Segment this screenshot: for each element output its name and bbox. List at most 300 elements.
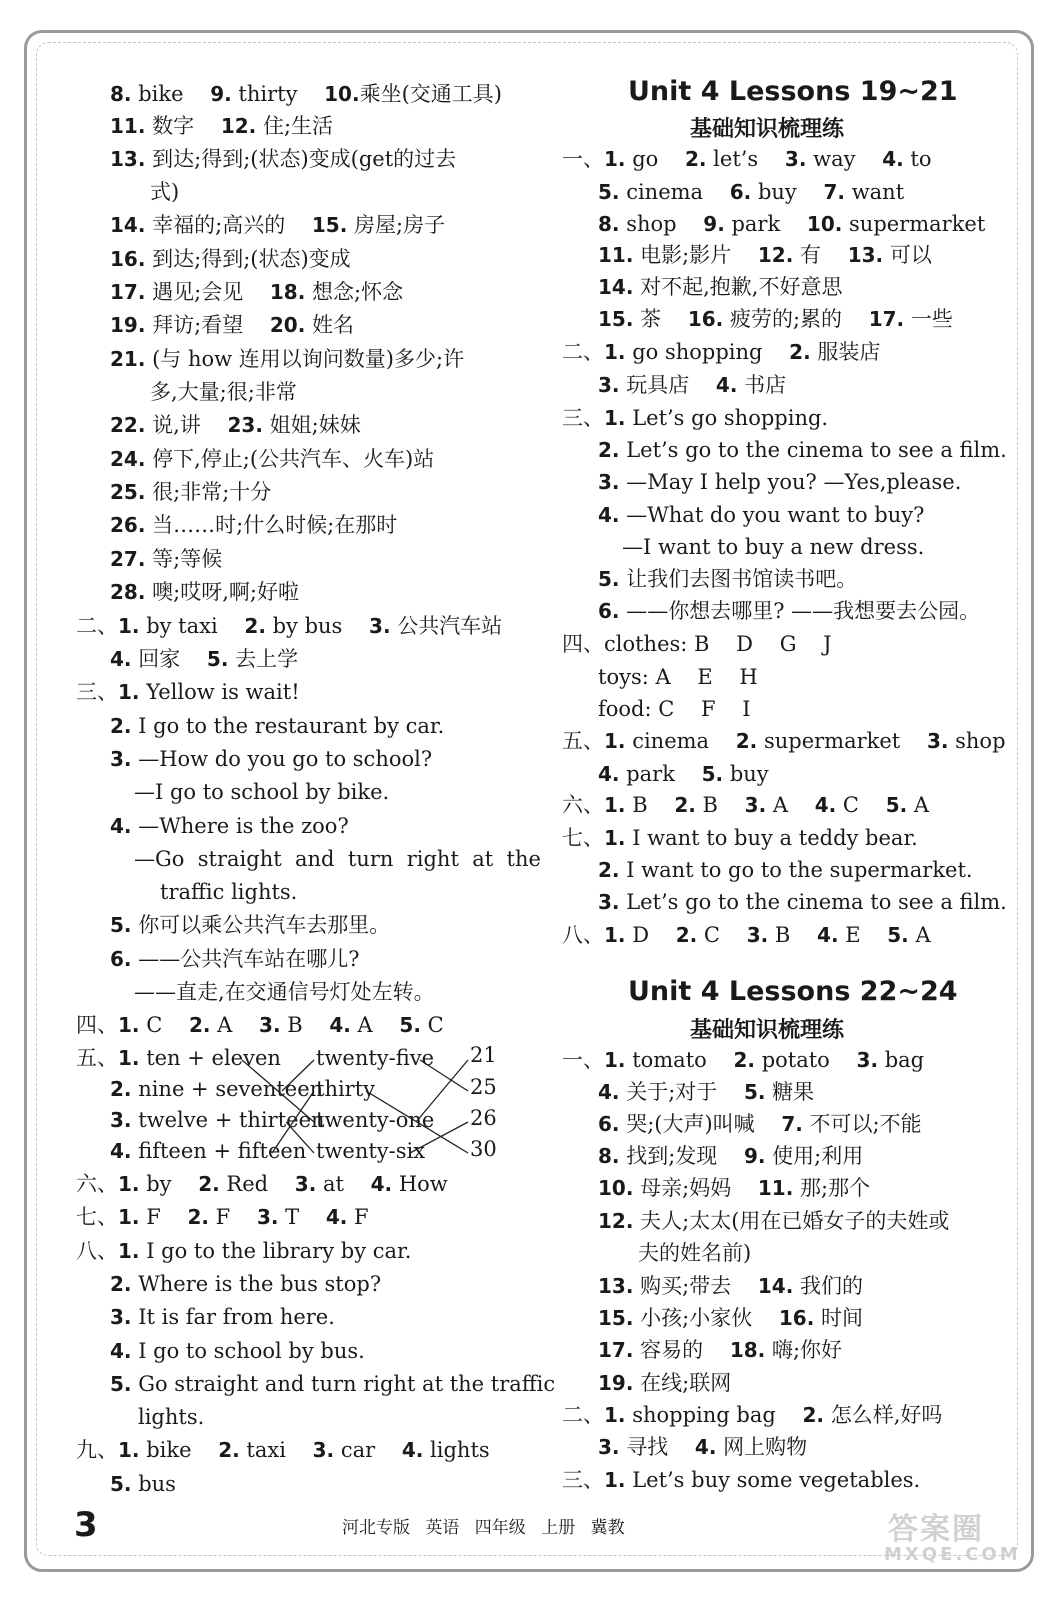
answer-text: 玩具店 <box>619 373 716 397</box>
item-number: 2. <box>110 714 132 738</box>
item-number: 3. <box>598 373 620 397</box>
item-number: 23. <box>227 413 263 437</box>
answer-text: I go to the restaurant by car. <box>131 714 445 738</box>
answer-text: 三、 <box>76 680 118 704</box>
answer-text: cinema <box>625 729 736 753</box>
answer-text: Where is the bus stop? <box>131 1272 382 1296</box>
item-number: 6. <box>598 1112 620 1136</box>
item-number: 17. <box>868 307 905 331</box>
item-number: 11. <box>598 243 634 267</box>
answer-text: Let’s go shopping. <box>625 406 829 430</box>
item-number: 9. <box>703 212 725 236</box>
item-number: 1. <box>118 1046 140 1070</box>
item-number: 4. <box>814 793 837 817</box>
answer-text: 寻找 <box>619 1435 695 1459</box>
answer-text: 书店 <box>737 373 787 397</box>
answer-text: 不可以;不能 <box>802 1112 922 1136</box>
answer-text: by bus <box>265 614 370 638</box>
item-number: 4. <box>110 647 132 671</box>
answer-text: C <box>836 793 886 817</box>
answer-text: 回家 <box>131 647 207 671</box>
item-number: 16. <box>110 247 146 271</box>
item-number: 3. <box>259 1013 281 1037</box>
answer-text: 关于;对于 <box>619 1080 744 1104</box>
answer-text: —Go straight and turn right at the <box>134 847 541 871</box>
answer-line <box>598 567 857 591</box>
item-number: 4. <box>401 1438 424 1462</box>
item-number: 2. <box>735 729 758 753</box>
item-number: 5. <box>598 180 620 204</box>
answer-text: 六、 <box>76 1172 118 1196</box>
answer-text: 嗨;你好 <box>765 1338 843 1362</box>
answer-text: 茶 <box>633 307 688 331</box>
answer-text: 时间 <box>814 1306 864 1330</box>
answer-text: car <box>334 1438 402 1462</box>
answer-text: 那;那个 <box>793 1176 871 1200</box>
item-number: 2. <box>802 1403 825 1427</box>
answer-text: food: C F I <box>598 697 751 721</box>
match-word: twenty-five <box>316 1046 435 1070</box>
answer-text: shop <box>948 729 1006 753</box>
item-number: 5. <box>110 913 132 937</box>
answer-line <box>598 243 932 267</box>
answer-text: 等;等候 <box>145 547 223 571</box>
answer-text: 停下,停止;(公共汽车、火车)站 <box>145 447 435 471</box>
answer-text: Let’s go to the cinema to see a film. <box>619 438 1007 462</box>
answer-text: 二、 <box>562 340 604 364</box>
item-number: 3. <box>598 1435 620 1459</box>
answer-text: ——你想去哪里? ——我想要去公园。 <box>619 599 981 623</box>
item-number: 15. <box>598 1306 634 1330</box>
item-number: 20. <box>269 313 306 337</box>
answer-line <box>598 890 1007 914</box>
item-number: 3. <box>369 614 391 638</box>
item-number: 1. <box>118 1013 140 1037</box>
item-number: 2. <box>188 1013 211 1037</box>
answer-text: 母亲;妈妈 <box>633 1176 758 1200</box>
watermark-logo <box>878 1504 1028 1574</box>
answer-text: (与 how 连用以询问数量)多少;许 <box>145 347 465 371</box>
answer-text: B <box>768 923 818 947</box>
item-number: 4. <box>598 1080 620 1104</box>
answer-text: go shopping <box>625 340 790 364</box>
item-number: 11. <box>110 114 146 138</box>
item-number: 10. <box>598 1176 634 1200</box>
item-number: 8. <box>598 212 620 236</box>
item-number: 12. <box>220 114 257 138</box>
answer-text: B <box>625 793 675 817</box>
item-number: 18. <box>269 280 306 304</box>
item-number: 5. <box>206 647 229 671</box>
match-word: twenty-six <box>316 1139 426 1163</box>
item-number: 3. <box>746 923 769 947</box>
answer-line <box>598 599 980 623</box>
answer-text: 你可以乘公共汽车去那里。 <box>131 913 391 937</box>
answer-text: 找到;发现 <box>619 1144 744 1168</box>
answer-text: 在线;联网 <box>633 1371 732 1395</box>
answer-text: —How do you go to school? <box>131 747 433 771</box>
answer-text: 乘坐(交通工具) <box>359 82 502 106</box>
answer-text: potato <box>755 1048 857 1072</box>
item-number: 2. <box>733 1048 756 1072</box>
item-number: 2. <box>598 438 620 462</box>
answer-text: —I want to buy a new dress. <box>622 535 925 559</box>
answer-text: 八、 <box>562 923 604 947</box>
item-number: 4. <box>882 147 904 171</box>
item-number: 3. <box>926 729 949 753</box>
item-number: 1. <box>604 406 626 430</box>
item-number: 19. <box>110 313 146 337</box>
answer-line <box>622 535 924 559</box>
item-number: 26. <box>110 513 146 537</box>
item-number: 3. <box>110 747 132 771</box>
answer-text: 一、 <box>562 147 604 171</box>
answer-text: park <box>619 762 702 786</box>
answer-text: supermarket <box>757 729 927 753</box>
item-number: 4. <box>110 1139 132 1163</box>
answer-text: ——公共汽车站在哪儿? <box>131 947 360 971</box>
answer-text: 电影;影片 <box>633 243 758 267</box>
item-number: 1. <box>118 1172 140 1196</box>
answer-text: taxi <box>239 1438 313 1462</box>
match-number: 26 <box>470 1106 497 1130</box>
answer-text: It is far from here. <box>131 1305 335 1329</box>
answer-text: lights. <box>138 1405 205 1429</box>
item-number: 2. <box>198 1172 220 1196</box>
answer-text: 服装店 <box>810 340 881 364</box>
answer-text: 姓名 <box>305 313 355 337</box>
item-number: 4. <box>694 1435 717 1459</box>
answer-text: 去上学 <box>228 647 299 671</box>
item-number: 1. <box>604 340 626 364</box>
item-number: 10. <box>324 82 360 106</box>
answer-line <box>598 697 751 721</box>
match-number: 25 <box>470 1075 497 1099</box>
answer-text: bike <box>139 1438 219 1462</box>
item-number: 4. <box>598 762 620 786</box>
answer-text: 七、 <box>562 826 604 850</box>
item-number: 17. <box>598 1338 634 1362</box>
answer-text: 二、 <box>76 614 118 638</box>
answer-text: A <box>908 923 931 947</box>
answer-text: 说,讲 <box>145 413 228 437</box>
answer-text: 噢;哎呀,啊;好啦 <box>145 580 299 604</box>
answer-text: 很;非常;十分 <box>145 480 272 504</box>
answer-line <box>562 1468 920 1492</box>
answer-text: 六、 <box>562 793 604 817</box>
answer-line <box>562 1048 924 1072</box>
item-number: 5. <box>887 923 909 947</box>
answer-line <box>598 665 758 689</box>
answer-text: 四、 <box>76 1013 118 1037</box>
answer-text: bag <box>878 1048 925 1072</box>
item-number: 21. <box>110 347 146 371</box>
watermark-text-top: 答案圈 <box>888 1512 984 1547</box>
item-number: 1. <box>604 1048 626 1072</box>
answer-text: bike <box>131 82 211 106</box>
answer-text: 五、 <box>76 1046 118 1070</box>
answer-text: buy <box>723 762 769 786</box>
item-number: 9. <box>210 82 232 106</box>
answer-text: C <box>697 923 747 947</box>
item-number: 5. <box>110 1472 132 1496</box>
answer-text: ten + eleven <box>139 1046 281 1070</box>
answer-text: 怎么样,好吗 <box>824 1403 943 1427</box>
item-number: 2. <box>598 858 620 882</box>
match-line <box>366 1091 468 1153</box>
item-number: 1. <box>604 1403 626 1427</box>
item-number: 13. <box>110 147 146 171</box>
answer-text: 一、 <box>562 1048 604 1072</box>
answer-text: —I go to school by bike. <box>134 780 390 804</box>
item-number: 3. <box>744 793 767 817</box>
item-number: 2. <box>218 1438 240 1462</box>
item-number: 12. <box>757 243 794 267</box>
item-number: 14. <box>757 1274 794 1298</box>
item-number: 5. <box>701 762 724 786</box>
answer-text: A <box>350 1013 400 1037</box>
item-number: 3. <box>294 1172 317 1196</box>
item-number: 1. <box>118 614 140 638</box>
answer-text: twelve + thirteen <box>131 1108 325 1132</box>
item-number: 14. <box>598 275 634 299</box>
answer-text: A <box>210 1013 260 1037</box>
item-number: 16. <box>687 307 724 331</box>
item-number: 4. <box>715 373 738 397</box>
answer-line <box>562 1403 942 1427</box>
answer-text: buy <box>751 180 824 204</box>
answer-text: nine + seventeen <box>131 1077 324 1101</box>
answer-text: 我们的 <box>793 1274 864 1298</box>
answer-text: ——直走,在交通信号灯处左转。 <box>134 980 435 1004</box>
item-number: 1. <box>604 147 626 171</box>
item-number: 1. <box>118 1205 140 1229</box>
unit-title-19-21: Unit 4 Lessons 19~21 <box>628 76 958 107</box>
match-word: twenty-one <box>316 1108 435 1132</box>
answer-text: 哭;(大声)叫喊 <box>619 1112 782 1136</box>
answer-text: cinema <box>619 180 730 204</box>
answer-text: 当……时;什么时候;在那时 <box>145 513 398 537</box>
answer-text: Let’s buy some vegetables. <box>625 1468 921 1492</box>
answer-line <box>562 147 931 171</box>
answer-text: to <box>903 147 932 171</box>
answer-text: go <box>625 147 685 171</box>
answer-text: 疲劳的;累的 <box>723 307 869 331</box>
answer-line <box>598 1306 863 1330</box>
match-word: thirty <box>316 1077 376 1101</box>
answer-line <box>598 1209 949 1233</box>
answer-text: 住;生活 <box>256 114 334 138</box>
answer-line <box>598 373 786 397</box>
answer-text: 容易的 <box>633 1338 730 1362</box>
item-number: 28. <box>110 580 146 604</box>
answer-text: 使用;利用 <box>765 1144 864 1168</box>
answer-line <box>562 406 828 430</box>
item-number: 5. <box>110 1372 132 1396</box>
answer-line <box>598 275 842 299</box>
item-number: 7. <box>823 180 846 204</box>
item-number: 1. <box>118 1438 140 1462</box>
item-number: 19. <box>598 1371 634 1395</box>
answer-text: I want to go to the supermarket. <box>619 858 973 882</box>
answer-text: 数字 <box>145 114 221 138</box>
answer-line <box>598 1274 863 1298</box>
answer-text: 五、 <box>562 729 604 753</box>
answer-text: 遇见;会见 <box>145 280 270 304</box>
item-number: 1. <box>604 793 626 817</box>
answer-text: way <box>806 147 883 171</box>
item-number: 2. <box>244 614 266 638</box>
answer-text: 到达;得到;(状态)变成(get的过去 <box>145 147 457 171</box>
answer-text: I want to buy a teddy bear. <box>625 826 918 850</box>
item-number: 4. <box>110 814 132 838</box>
answer-line <box>598 1144 863 1168</box>
answer-text: lights <box>423 1438 490 1462</box>
item-number: 9. <box>743 1144 766 1168</box>
answer-text: 公共汽车站 <box>390 614 503 638</box>
item-number: 4. <box>325 1205 348 1229</box>
match-number: 21 <box>470 1043 497 1067</box>
item-number: 7. <box>781 1112 803 1136</box>
item-number: 3. <box>784 147 807 171</box>
item-number: 16. <box>778 1306 815 1330</box>
answer-text: 姐姐;妹妹 <box>262 413 361 437</box>
item-number: 2. <box>675 923 698 947</box>
item-number: 24. <box>110 447 146 471</box>
answer-text: supermarket <box>842 212 986 236</box>
answer-line <box>562 923 931 947</box>
item-number: 8. <box>110 82 132 106</box>
answer-text: by <box>139 1172 199 1196</box>
item-number: 2. <box>110 1077 132 1101</box>
answer-text: let’s <box>706 147 785 171</box>
match-line <box>416 1060 468 1122</box>
answer-text: 二、 <box>562 1403 604 1427</box>
answer-text: Yellow is wait! <box>139 680 300 704</box>
answer-line <box>598 212 985 236</box>
answer-text: traffic lights. <box>160 880 298 904</box>
item-number: 2. <box>187 1205 209 1229</box>
item-number: 4. <box>817 923 839 947</box>
item-number: 4. <box>110 1339 132 1363</box>
answer-text: —Where is the zoo? <box>131 814 349 838</box>
answer-text: E <box>838 923 888 947</box>
answer-text: shop <box>619 212 704 236</box>
item-number: 3. <box>110 1108 132 1132</box>
answer-line <box>598 470 961 494</box>
answer-text: I go to the library by car. <box>139 1239 412 1263</box>
item-number: 6. <box>729 180 752 204</box>
item-number: 5. <box>598 567 620 591</box>
item-number: 15. <box>311 213 348 237</box>
answer-text: 有 <box>793 243 848 267</box>
answer-text: 九、 <box>76 1438 118 1462</box>
answer-text: F <box>208 1205 257 1229</box>
answer-text: thirty <box>231 82 325 106</box>
answer-text: 网上购物 <box>716 1435 808 1459</box>
answer-text: 想念;怀念 <box>305 280 404 304</box>
answer-text: C <box>139 1013 189 1037</box>
footer-text: 河北专版 英语 四年级 上册 冀教 <box>342 1518 625 1538</box>
item-number: 2. <box>684 147 707 171</box>
answer-text: 夫的姓名前) <box>638 1241 752 1265</box>
answer-text: fifteen + fifteen <box>131 1139 307 1163</box>
answer-text: 夫人;太太(用在已婚女子的夫姓或 <box>633 1209 950 1233</box>
answer-text: C <box>420 1013 444 1037</box>
item-number: 3. <box>110 1305 132 1329</box>
match-line <box>242 1060 314 1122</box>
answer-text: D <box>625 923 676 947</box>
item-number: 3. <box>256 1205 279 1229</box>
item-number: 17. <box>110 280 146 304</box>
answer-line <box>562 729 1006 753</box>
answer-text: toys: A E H <box>598 665 758 689</box>
item-number: 14. <box>110 213 146 237</box>
match-line <box>272 1091 314 1153</box>
answer-line <box>598 180 904 204</box>
answer-text: I go to school by bus. <box>131 1339 365 1363</box>
answer-line <box>598 307 953 331</box>
answer-text: Go straight and turn right at the traffic <box>131 1372 556 1396</box>
item-number: 25. <box>110 480 146 504</box>
answer-text: —May I help you? —Yes,please. <box>619 470 962 494</box>
answer-line <box>598 1338 842 1362</box>
answer-line <box>562 826 918 850</box>
answer-text: 三、 <box>562 406 604 430</box>
answer-text: 糖果 <box>765 1080 815 1104</box>
item-number: 27. <box>110 547 146 571</box>
answer-text: B <box>695 793 745 817</box>
item-number: 1. <box>604 923 626 947</box>
item-number: 6. <box>598 599 620 623</box>
item-number: 5. <box>743 1080 766 1104</box>
item-number: 13. <box>847 243 884 267</box>
answer-line <box>598 1080 814 1104</box>
answer-text: 小孩;小家伙 <box>633 1306 779 1330</box>
answer-text: F <box>139 1205 188 1229</box>
item-number: 10. <box>806 212 843 236</box>
answer-line <box>598 762 769 786</box>
item-number: 4. <box>329 1013 351 1037</box>
watermark-text-bottom: MXQE.COM <box>884 1544 1021 1565</box>
item-number: 1. <box>604 826 626 850</box>
answer-text: Red <box>219 1172 295 1196</box>
answer-text: A <box>907 793 930 817</box>
answer-text: by taxi <box>139 614 245 638</box>
answer-text: 到达;得到;(状态)变成 <box>145 247 351 271</box>
answer-line <box>598 1371 731 1395</box>
unit-title-22-24: Unit 4 Lessons 22~24 <box>628 976 958 1007</box>
item-number: 3. <box>856 1048 879 1072</box>
item-number: 22. <box>110 413 146 437</box>
answer-line <box>598 1435 807 1459</box>
item-number: 3. <box>312 1438 335 1462</box>
answer-text: 购买;带去 <box>633 1274 758 1298</box>
answer-text: 幸福的;高兴的 <box>145 213 312 237</box>
answer-text: F <box>347 1205 369 1229</box>
answer-line <box>598 503 924 527</box>
item-number: 12. <box>598 1209 634 1233</box>
item-number: 11. <box>757 1176 794 1200</box>
answer-text: 式) <box>150 180 180 204</box>
answer-text: 八、 <box>76 1239 118 1263</box>
answer-line <box>598 1112 922 1136</box>
item-number: 1. <box>118 680 140 704</box>
answer-line <box>598 858 973 882</box>
match-line <box>420 1060 468 1091</box>
answer-line <box>562 632 832 656</box>
answer-text: 三、 <box>562 1468 604 1492</box>
